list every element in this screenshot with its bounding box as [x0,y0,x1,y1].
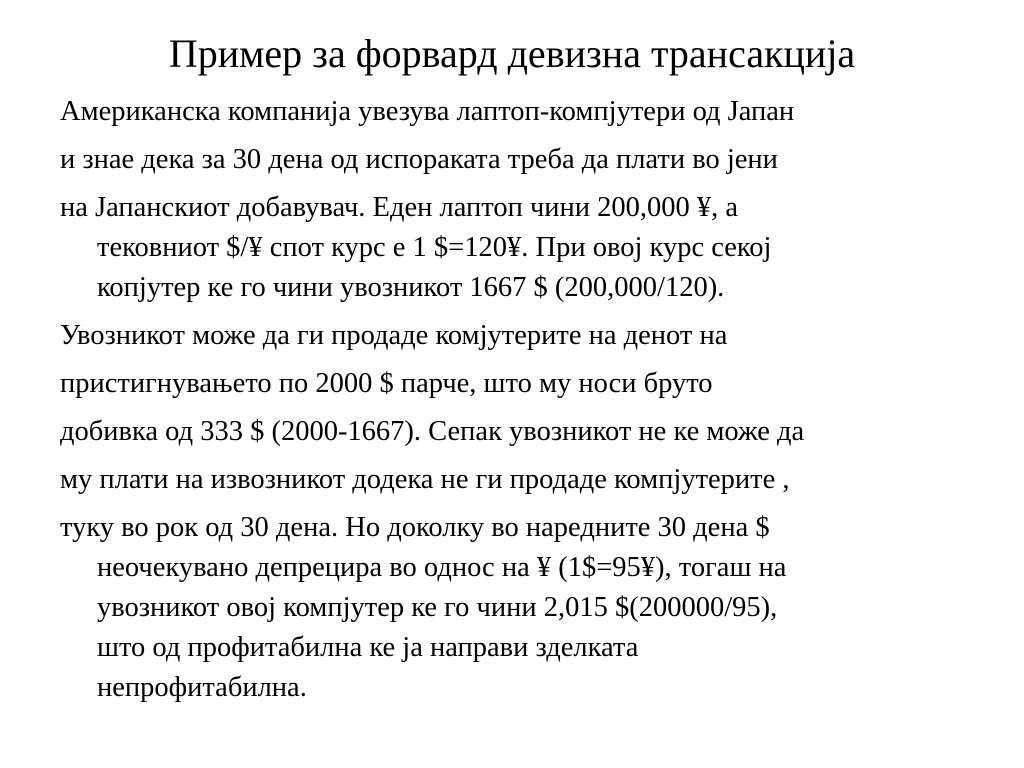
text-line: непрофитабилна. [97,672,307,703]
text-line: копјутер ке го чини увозникот 1667 $ (200,000/120). [97,272,725,303]
paragraph [60,460,1000,500]
paragraph [60,188,1000,308]
text-line: и знае дека за 30 дена од испораката треба да плати во јени [60,144,778,175]
paragraph [60,364,1000,404]
text-line: увозникот овој компјутер ке го чини 2,015 $(200000/95), [97,592,778,623]
text-line: неочекувано депрецира во однос на ¥ (1$=95¥), тогаш на [97,552,787,583]
text-line: пристигнувањето по 2000 $ парче, што му носи бруто [60,368,713,399]
text-line: Увозникот може да ги продаде комјутерите на денот на [60,320,728,351]
text-line: туку во рок од 30 дена. Но доколку во наредните 30 дена $ [60,512,770,543]
text-line: на Јапанскиот добавувач. Еден лаптоп чини 200,000 ¥, а [60,192,739,223]
paragraph [60,412,1000,452]
text-line: добивка од 333 $ (2000-1667). Сепак увозникот не ке може да [60,416,805,447]
text-line: му плати на извозникот додека не ги продаде компјутерите , [60,464,790,495]
text-line: тековниот $/¥ спот курс е 1 $=120¥. При овој курс секој [97,232,772,263]
paragraph [60,92,1000,132]
paragraph [60,316,1000,356]
slide-title: Пример за форвард девизна трансакција [168,31,856,76]
paragraph [60,508,1000,708]
text-line: што од профитабилна ке ја направи зделката [97,632,639,663]
paragraph [60,140,1000,180]
text-line: Американска компанија увезува лаптоп-компјутери од Јапан [60,96,795,127]
slide-body [60,92,1000,716]
